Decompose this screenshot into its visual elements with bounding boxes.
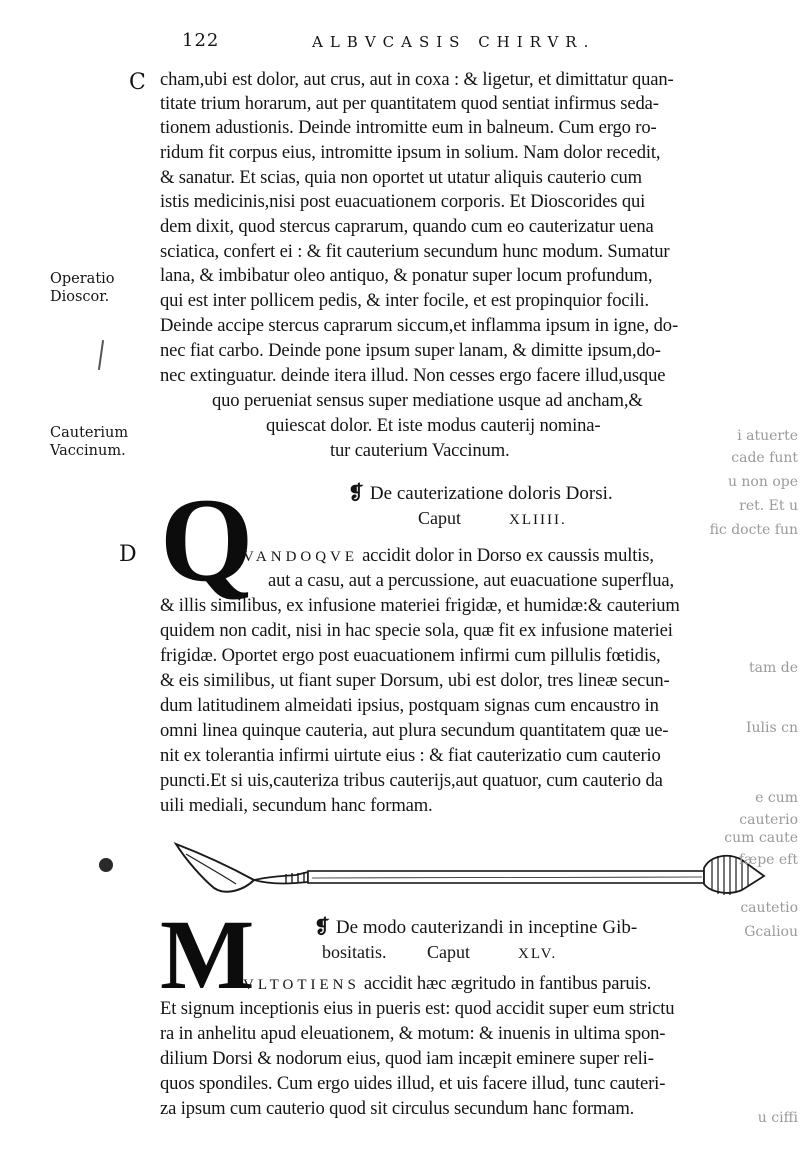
text-fragment: accidit dolor in Dorso ex caussis multis, xyxy=(362,545,654,566)
running-title: ALBVCASIS CHIRVR. xyxy=(312,33,596,51)
text-line xyxy=(243,972,768,997)
text-line: Deinde accipe stercus caprarum siccum,et inflamma ipsum in igne, do- xyxy=(160,315,678,336)
text-line: & illis similibus, ex infusione materiei frigidæ, et humidæ:& cauterium xyxy=(160,595,680,616)
caput-label: Caput xyxy=(418,508,461,528)
text-line: quidem non cadit, nisi in hac specie sola, quæ fit ex infusione materiei xyxy=(160,620,673,641)
text-line: aut a casu, aut a percussione, aut euacuatione superflua, xyxy=(268,570,675,591)
signature-mark-c: C xyxy=(129,70,146,95)
bleed-line: u non ope xyxy=(727,474,798,490)
text-line: sciatica, confert ei : & fit cauterium secundum hunc modum. Sumatur xyxy=(160,241,670,262)
text-line: istis medicinis,nisi post euacuationem corporis. Et Dioscorides qui xyxy=(160,191,646,212)
text-line: puncti.Et si uis,cauteriza tribus cauterijs,aut quatuor, cum cauterio da xyxy=(160,770,663,791)
text-line: qui est inter pollicem pedis, & inter focile, et est propinquior focili. xyxy=(160,290,650,311)
drop-cap-m: M xyxy=(160,899,255,1010)
chapter-heading-text: De modo cauterizandi in inceptine Gib- xyxy=(335,917,638,938)
text-line: quiescat dolor. Et iste modus cauterij nomina- xyxy=(266,415,601,436)
text-line: & eis similibus, ut fiant super Dorsum, ubi est dolor, tres lineæ secun- xyxy=(160,670,670,691)
signature-mark-d: D xyxy=(119,542,137,567)
page-number: 122 xyxy=(182,30,220,51)
bleed-line: i atuerte xyxy=(737,428,798,444)
text-line: Et signum inceptionis eius in pueris est: quod accidit super eum strictu xyxy=(160,998,675,1019)
bleed-line: fic docte fun xyxy=(709,522,798,538)
text-line: dilium Dorsi & nodorum eius, quod iam incæpit eminere super reli- xyxy=(160,1048,654,1069)
text-line: quos spondiles. Cum ergo uides illud, et uis facere illud, tunc cauteri- xyxy=(160,1073,666,1094)
caput-number: XLV. xyxy=(518,946,558,962)
text-line xyxy=(243,544,768,569)
text-line: nec fiat carbo. Deinde pone ipsum super lanam, & dimitte ipsum,do- xyxy=(160,340,661,361)
text-fragment: accidit hæc ægritudo in fantibus paruis. xyxy=(363,973,652,994)
text-line: quo perueniat sensus super mediatione usque ad ancham,& xyxy=(212,390,643,411)
bleed-line: Gcaliou xyxy=(744,924,798,940)
text-line: & sanatur. Et scias, quia non oportet ut utatur aliquis cauterio cum xyxy=(160,167,642,188)
heading-continuation: bositatis. xyxy=(322,942,387,962)
text-line: lana, & imbibatur oleo antiquo, & ponatur super locum profundum, xyxy=(160,265,653,286)
bleed-line: e cum xyxy=(755,790,798,806)
pilcrow-icon: ❡ xyxy=(348,483,364,504)
text-line: ridum fit corpus eius, intromitte ipsum in solium. Nam dolor recedit, xyxy=(160,142,661,163)
text-line: dem dixit, quod stercus caprarum, quando cum eo cauterizatur uena xyxy=(160,216,654,237)
drop-cap-q: Q xyxy=(160,473,254,606)
text-line: ra in anhelitu apud eleuationem, & motum: & inuenis in ultima spon- xyxy=(160,1023,666,1044)
text-line: nit ex tolerantia infirmi uirtute eius : & fiat cauterizatio cum cauterio xyxy=(160,745,661,766)
margin-note-cauterium xyxy=(50,424,128,460)
text-line: cham,ubi est dolor, aut crus, aut in coxa : & ligetur, et dimittatur quan- xyxy=(160,69,674,90)
text-line: titate trium horarum, aut per quantitatem quod sentiat infirmus seda- xyxy=(160,93,659,114)
text-line: uili mediali, secundum hanc formam. xyxy=(160,795,433,816)
margin-note-operatio xyxy=(50,270,115,306)
cautery-instrument-illustration xyxy=(172,838,768,902)
margin-note-line: Vaccinum. xyxy=(50,443,126,459)
chapter-caput-45 xyxy=(322,942,557,963)
text-line: nec extinguatur. deinde itera illud. Non cesses ergo facere illud,usque xyxy=(160,365,666,386)
bleed-line: tam de xyxy=(749,660,798,676)
text-line: dum latitudinem almeidati ipsius, postquam signas cum encaustro in xyxy=(160,695,659,716)
chapter-heading-44 xyxy=(348,482,613,505)
caput-label: Caput xyxy=(427,942,471,962)
text-line: frigidæ. Oportet ergo post euacuationem infirmi cum pillulis fœtidis, xyxy=(160,645,661,666)
chapter-heading-text: De cauterizatione doloris Dorsi. xyxy=(369,483,613,504)
chapter-caput-44 xyxy=(418,508,567,529)
bleed-line: cade funt xyxy=(731,450,798,466)
text-line: za ipsum cum cauterio quod sit circulus secundum hanc formam. xyxy=(160,1098,635,1119)
ink-blot xyxy=(99,858,113,872)
text-line: omni linea quinque cauteria, aut plura secundum quantitatem quæ ue- xyxy=(160,720,669,741)
text-line: tionem adustionis. Deinde intromitte eum in balneum. Cum ergo ro- xyxy=(160,117,657,138)
bleed-line: u ciffi xyxy=(757,1110,798,1126)
caput-number: XLIIII. xyxy=(509,512,567,528)
bleed-line: ret. Et u xyxy=(739,498,798,514)
bleed-line: cautetio xyxy=(740,900,798,916)
chapter-heading-45 xyxy=(314,916,637,939)
ink-mark xyxy=(98,340,104,370)
margin-note-line: Operatio xyxy=(50,271,115,287)
margin-note-line: Dioscor. xyxy=(50,289,110,305)
first-word: VLTOTIENS xyxy=(243,977,360,993)
bleed-line: Iulis cn xyxy=(746,720,798,736)
bleed-line: fæpe eft xyxy=(738,852,798,868)
margin-note-line: Cauterium xyxy=(50,425,129,441)
first-word: VANDOQVE xyxy=(243,549,359,565)
bleed-line: cauterio xyxy=(739,812,798,828)
bleed-line: cum caute xyxy=(724,830,798,846)
text-line: tur cauterium Vaccinum. xyxy=(330,440,510,461)
pilcrow-icon: ❡ xyxy=(314,917,330,938)
